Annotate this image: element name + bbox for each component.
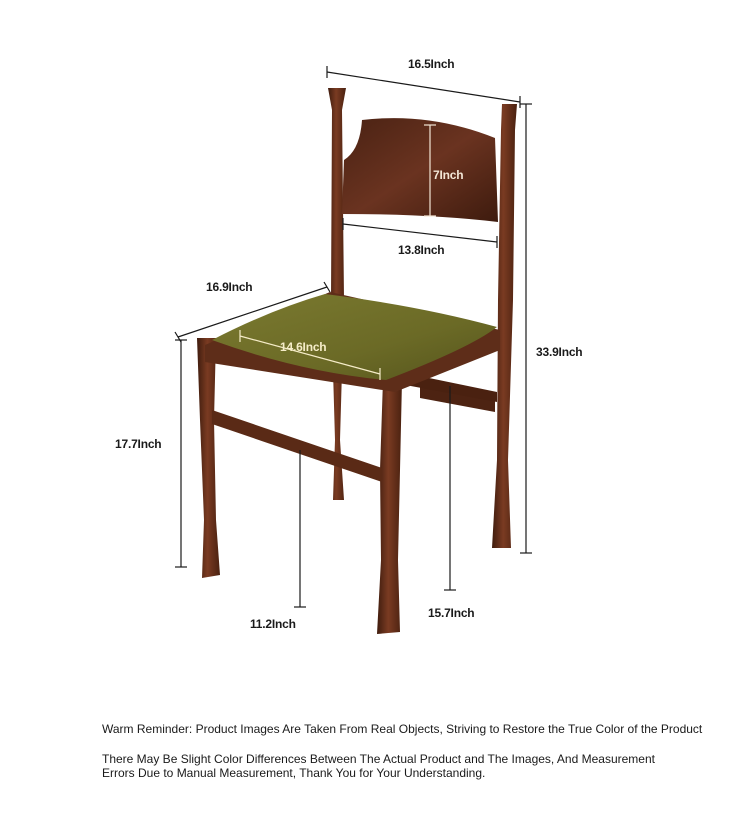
backrest-panel	[342, 118, 498, 222]
front-right-leg	[377, 380, 402, 634]
front-leg-span-label: 11.2Inch	[250, 617, 296, 631]
seat-height-label: 17.7Inch	[115, 437, 162, 451]
warm-reminder-text: Warm Reminder: Product Images Are Taken From Real Objects, Striving to Restore the True Color of the Product	[102, 722, 703, 736]
backrest-width-label: 13.8Inch	[398, 243, 445, 257]
overall-width-label: 16.5Inch	[408, 57, 455, 71]
seat-width-label: 14.6Inch	[280, 340, 327, 354]
front-left-leg	[197, 338, 220, 578]
side-stretcher	[212, 410, 382, 482]
seat-depth-label: 16.9Inch	[206, 280, 253, 294]
disclaimer-line-1: There May Be Slight Color Differences Between The Actual Product and The Images, And Measurement	[102, 752, 655, 766]
side-leg-span-label: 15.7Inch	[428, 606, 475, 620]
total-height-label: 33.9Inch	[536, 345, 583, 359]
disclaimer-line-2: Errors Due to Manual Measurement, Thank You for Your Understanding.	[102, 766, 486, 780]
backrest-height-label: 7Inch	[433, 168, 464, 182]
